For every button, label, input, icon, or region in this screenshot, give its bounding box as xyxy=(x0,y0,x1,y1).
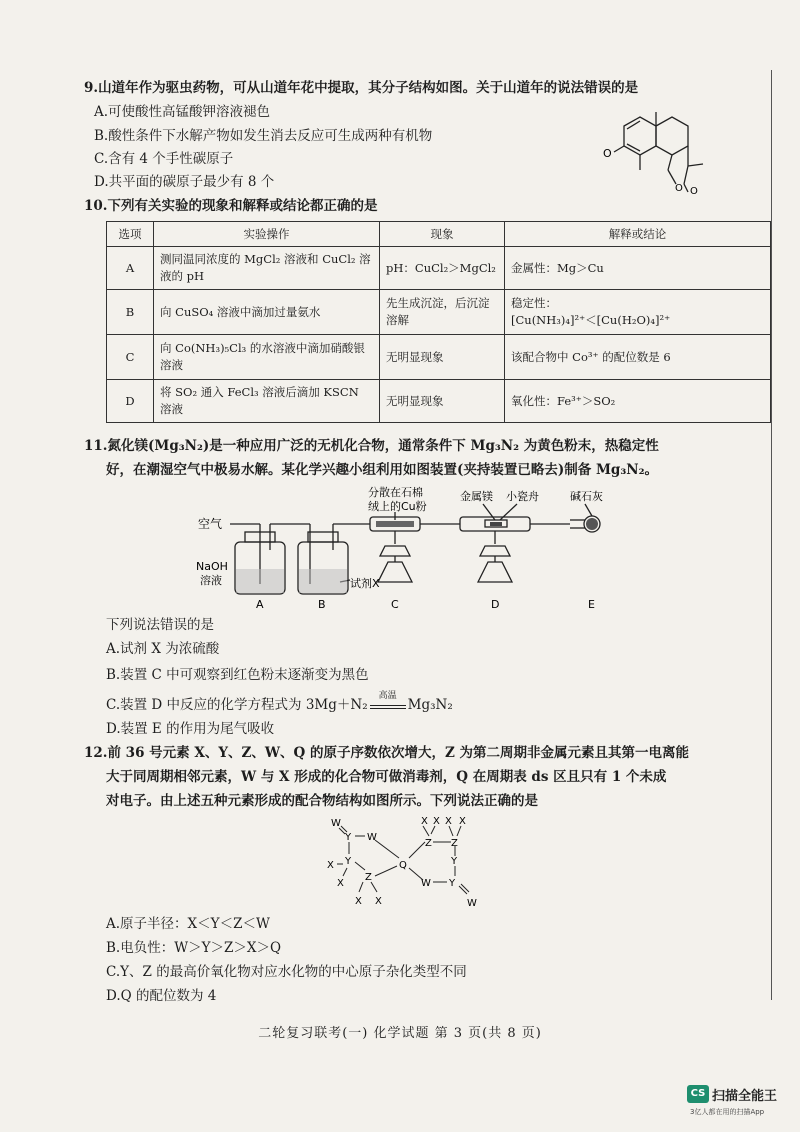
label-b: B xyxy=(318,598,326,611)
q11-stem-line2: 好，在潮湿空气中极易水解。某化学兴趣小组利用如图装置(夹持装置已略去)制备 Mg₃N₂。 xyxy=(106,462,659,478)
label-mg: 金属镁 xyxy=(460,490,493,503)
q12-option-d: D.Q 的配位数为 4 xyxy=(106,988,217,1004)
q11-option-c-text: C.装置 D 中反应的化学方程式为 3Mg＋N₂ xyxy=(106,697,368,713)
atom-x: X xyxy=(433,816,440,827)
header-conclusion: 解释或结论 xyxy=(505,222,771,247)
atom-z: Z xyxy=(425,838,432,849)
cell-conclusion: 稳定性： [Cu(NH₃)₄]²⁺＜[Cu(H₂O)₄]²⁺ xyxy=(505,290,771,335)
table-header-row xyxy=(107,222,771,247)
q11-option-b: B.装置 C 中可观察到红色粉末逐渐变为黑色 xyxy=(106,667,369,683)
cell-option: B xyxy=(107,290,154,335)
q12-option-b: B.电负性：W＞Y＞Z＞X＞Q xyxy=(106,940,282,956)
ring-oxygen-label: O xyxy=(675,183,683,194)
camscanner-name: 扫描全能王 xyxy=(712,1089,778,1104)
camscanner-logo: CS xyxy=(687,1085,709,1103)
q12-stem-line1: 12.前 36 号元素 X、Y、Z、W、Q 的原子序数依次增大，Z 为第二周期非金属元素且其第一电离能 xyxy=(84,745,690,761)
header-option: 选项 xyxy=(107,222,154,247)
mg-metal xyxy=(490,522,502,526)
cell-phenomenon: 先生成沉淀，后沉淀溶解 xyxy=(380,290,505,335)
atom-x: X xyxy=(327,860,334,871)
label-c: C xyxy=(391,598,399,611)
cell-option: C xyxy=(107,335,154,380)
atom-x: X xyxy=(421,816,428,827)
cell-phenomenon: pH：CuCl₂＞MgCl₂ xyxy=(380,247,505,290)
q9-option-c: C.含有 4 个手性碳原子 xyxy=(94,151,234,167)
label-soda-lime: 碱石灰 xyxy=(570,490,603,503)
cell-conclusion: 该配合物中 Co³⁺ 的配位数是 6 xyxy=(505,335,771,380)
q9-option-a: A.可使酸性高锰酸钾溶液褪色 xyxy=(94,104,271,120)
atom-x: X xyxy=(459,816,466,827)
q9-option-b: B.酸性条件下水解产物如发生消去反应可生成两种有机物 xyxy=(94,128,433,144)
q9-option-d: D.共平面的碳原子最少有 8 个 xyxy=(94,174,275,190)
cu-powder xyxy=(376,521,414,527)
cell-operation: 测同温同浓度的 MgCl₂ 溶液和 CuCl₂ 溶液的 pH xyxy=(154,247,380,290)
label-d: D xyxy=(491,598,500,611)
reagent-x-liquid xyxy=(299,569,347,593)
table-row xyxy=(107,247,771,290)
reaction-condition: 高温 xyxy=(378,691,397,701)
table-row xyxy=(107,380,771,423)
margin-line xyxy=(771,70,772,1000)
cell-phenomenon: 无明显现象 xyxy=(380,380,505,423)
q11-option-c-product: Mg₃N₂ xyxy=(407,697,453,713)
q10-table xyxy=(106,221,771,423)
q11-option-c xyxy=(106,691,453,714)
q11-option-d: D.装置 E 的作用为尾气吸收 xyxy=(106,721,275,737)
cell-operation: 将 SO₂ 通入 FeCl₃ 溶液后滴加 KSCN 溶液 xyxy=(154,380,380,423)
q12-option-a: A.原子半径：X＜Y＜Z＜W xyxy=(106,916,270,932)
reaction-arrow xyxy=(370,691,406,709)
page-footer: 二轮复习联考(一) 化学试题 第 3 页(共 8 页) xyxy=(258,1026,542,1041)
atom-y: Y xyxy=(449,878,456,889)
atom-q: Q xyxy=(399,860,407,871)
atom-w: W xyxy=(367,832,377,843)
atom-x: X xyxy=(375,896,382,907)
carbonyl-oxygen-label: O xyxy=(690,186,698,196)
complex-structure xyxy=(325,812,485,912)
camscanner-tagline: 3亿人都在用的扫描App xyxy=(690,1108,765,1116)
q12-stem-line2: 大于同周期相邻元素，W 与 X 形成的化合物可做消毒剂，Q 在周期表 ds 区且只有 1 个未成 xyxy=(106,769,667,785)
atom-w: W xyxy=(331,818,341,829)
atom-w: W xyxy=(421,878,431,889)
q10-stem: 10.下列有关实验的现象和解释或结论都正确的是 xyxy=(84,198,378,214)
atom-y: Y xyxy=(345,856,352,867)
ketone-oxygen-label: O xyxy=(603,147,612,160)
label-e: E xyxy=(588,598,595,611)
soda-lime xyxy=(586,518,598,530)
label-air: 空气 xyxy=(198,517,223,531)
atom-x: X xyxy=(337,878,344,889)
header-operation: 实验操作 xyxy=(154,222,380,247)
label-reagent-x: 试剂X xyxy=(350,577,380,590)
atom-y: Y xyxy=(345,832,352,843)
label-boat: 小瓷舟 xyxy=(506,490,539,503)
cell-conclusion: 氧化性：Fe³⁺＞SO₂ xyxy=(505,380,771,423)
atom-x: X xyxy=(445,816,452,827)
atom-z: Z xyxy=(365,872,372,883)
label-solution: 溶液 xyxy=(200,574,222,587)
label-naoh: NaOH xyxy=(196,560,228,573)
label-cu-line2: 绒上的Cu粉 xyxy=(368,500,427,513)
table-row xyxy=(107,335,771,380)
q11-stem-line1: 11.氮化镁(Mg₃N₂)是一种应用广泛的无机化合物，通常条件下 Mg₃N₂ 为黄色粉末，热稳定性 xyxy=(84,438,659,454)
q12-stem-line3: 对电子。由上述五种元素形成的配合物结构如图所示。下列说法正确的是 xyxy=(106,793,538,809)
q11-option-a: A.试剂 X 为浓硫酸 xyxy=(106,641,220,657)
santonin-structure xyxy=(600,104,710,196)
cell-operation: 向 Co(NH₃)₅Cl₃ 的水溶液中滴加硝酸银溶液 xyxy=(154,335,380,380)
atom-y: Y xyxy=(451,856,458,867)
cell-option: D xyxy=(107,380,154,423)
table-row xyxy=(107,290,771,335)
label-a: A xyxy=(256,598,264,611)
cell-option: A xyxy=(107,247,154,290)
q12-option-c: C.Y、Z 的最高价氧化物对应水化物的中心原子杂化类型不同 xyxy=(106,964,467,980)
naoh-liquid xyxy=(236,569,284,593)
label-cu-line1: 分散在石棉 xyxy=(368,486,423,499)
cell-operation: 向 CuSO₄ 溶液中滴加过量氨水 xyxy=(154,290,380,335)
cell-conclusion: 金属性：Mg＞Cu xyxy=(505,247,771,290)
q11-prompt: 下列说法错误的是 xyxy=(106,617,214,633)
header-phenomenon: 现象 xyxy=(380,222,505,247)
cell-phenomenon: 无明显现象 xyxy=(380,335,505,380)
atom-w: W xyxy=(467,898,477,909)
q9-stem: 9.山道年作为驱虫药物，可从山道年花中提取，其分子结构如图。关于山道年的说法错误的是 xyxy=(84,80,639,96)
atom-z: Z xyxy=(451,838,458,849)
atom-x: X xyxy=(355,896,362,907)
apparatus-diagram xyxy=(190,484,620,614)
